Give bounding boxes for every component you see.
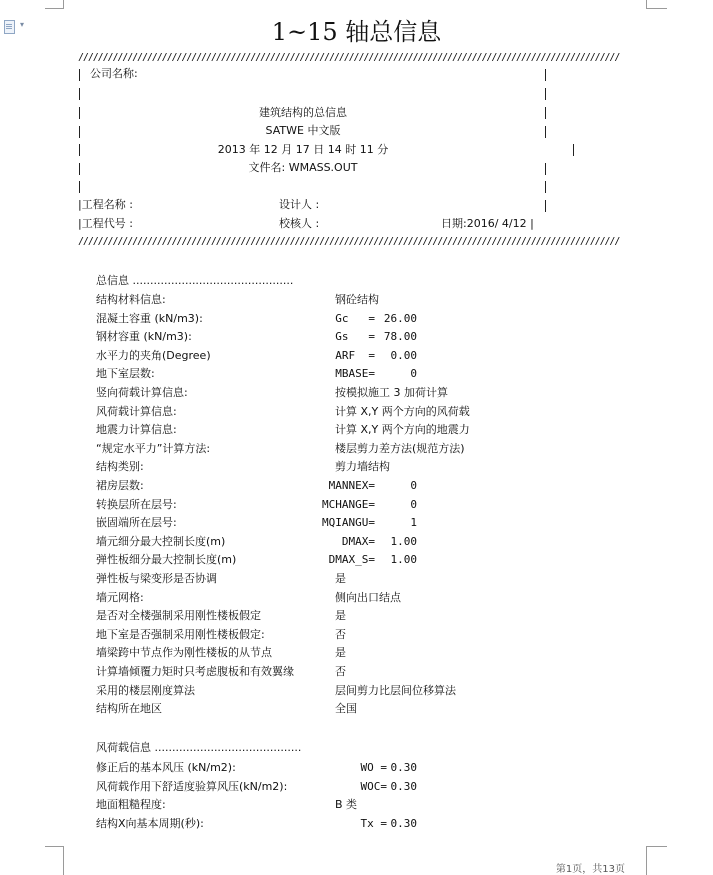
- row-label: 嵌固端所在层号:: [96, 516, 177, 530]
- row-label: 弹性板与梁变形是否协调: [96, 572, 217, 585]
- banner-bar-left: [79, 181, 80, 193]
- page-title: 1~15 轴总信息: [271, 18, 442, 46]
- designer-label: 设计人 :: [279, 198, 320, 211]
- banner-bar-right: [545, 107, 546, 119]
- banner-bar-right: [545, 181, 546, 193]
- row-value: 0.30: [390, 816, 417, 830]
- crop-mark-top-right: [646, 0, 667, 9]
- row-value: 按模拟施工 3 加荷计算: [335, 386, 448, 399]
- crop-mark-bottom-left: [45, 846, 64, 875]
- banner-bar-left: [79, 107, 80, 119]
- row-code: WOC=: [360, 779, 387, 793]
- banner-line: 文件名: WMASS.OUT: [248, 161, 358, 174]
- row-label: 钢材容重 (kN/m3):: [96, 330, 192, 344]
- row-label: 墙梁跨中节点作为刚性楼板的从节点: [96, 646, 272, 660]
- row-value: 是: [335, 609, 346, 623]
- row-label: 计算墙倾覆力矩时只考虑腹板和有效翼缘: [96, 665, 294, 678]
- row-code: WO =: [360, 761, 387, 774]
- row-label: 结构X向基本周期(秒):: [96, 816, 204, 830]
- row-label: 风荷载计算信息:: [96, 404, 177, 418]
- page-number: 第1页，共13页: [555, 864, 625, 875]
- row-label: “规定水平力”计算方法:: [96, 441, 211, 455]
- row-code: Gs =: [335, 330, 375, 344]
- project-code-label: |工程代号 :: [78, 217, 133, 230]
- row-label: 结构材料信息:: [96, 293, 166, 306]
- row-value: 剪力墙结构: [335, 460, 390, 474]
- row-label: 是否对全楼强制采用刚性楼板假定: [96, 609, 261, 623]
- section-heading-general: 总信息 ..............................................: [96, 274, 294, 287]
- banner-bar-left: [79, 69, 80, 81]
- banner-bar-right: [545, 88, 546, 100]
- banner-line: 建筑结构的总信息: [259, 106, 347, 119]
- row-code: MBASE=: [335, 367, 375, 381]
- row-label: 墙元网格:: [96, 590, 144, 604]
- row-code: DMAX=: [341, 534, 375, 548]
- row-value: 0.30: [390, 779, 417, 793]
- row-label: 地下室是否强制采用刚性楼板假定:: [96, 627, 265, 641]
- banner-bar-right: [545, 200, 546, 212]
- row-value: 0: [410, 479, 417, 492]
- row-value: 是: [335, 572, 346, 585]
- row-code: Gc =: [335, 311, 375, 325]
- row-value: 1.00: [390, 553, 417, 567]
- row-value: 26.00: [383, 311, 417, 325]
- row-value: 否: [335, 665, 346, 678]
- row-value: 计算 X,Y 两个方向的风荷载: [335, 404, 470, 418]
- row-value: B 类: [335, 798, 358, 812]
- row-value: 否: [335, 627, 346, 641]
- row-code: Tx =: [360, 816, 387, 830]
- row-label: 转换层所在层号:: [96, 497, 177, 511]
- banner-bar-right: [573, 144, 574, 156]
- banner-line: 2013 年 12 月 17 日 14 时 11 分: [217, 143, 389, 156]
- row-value: 计算 X,Y 两个方向的地震力: [335, 423, 470, 437]
- section-heading-wind: 风荷载信息 ..........................................: [96, 741, 302, 754]
- row-label: 地面粗糙程度:: [96, 798, 166, 812]
- row-label: 墙元细分最大控制长度(m): [96, 534, 226, 548]
- banner-bar-left: [79, 163, 80, 175]
- row-code: MQIANGU=: [322, 516, 375, 530]
- row-value: 0: [410, 497, 417, 511]
- row-value: 层间剪力比层间位移算法: [335, 683, 456, 697]
- slash-divider-top: //////////////////////////////////////////////////////////////////////////////////////////////////////////////: [78, 52, 620, 63]
- row-label: 修正后的基本风压 (kN/m2):: [96, 761, 236, 774]
- row-value: 0.30: [390, 761, 417, 774]
- banner-bar-right: [545, 163, 546, 175]
- row-value: 0.00: [390, 348, 417, 362]
- crop-mark-bottom-right: [646, 846, 667, 875]
- row-value: 78.00: [383, 330, 417, 344]
- row-value: 是: [335, 646, 346, 660]
- row-value: 钢砼结构: [335, 293, 379, 306]
- row-value: 全国: [335, 702, 357, 716]
- banner-bar-left: [79, 88, 80, 100]
- row-label: 竖向荷载计算信息:: [96, 386, 188, 399]
- row-label: 风荷载作用下舒适度验算风压(kN/m2):: [96, 779, 288, 793]
- row-label: 结构类别:: [96, 460, 144, 474]
- banner-bar-right: [545, 69, 546, 81]
- row-label: 采用的楼层刚度算法: [96, 683, 195, 697]
- banner-bar-right: [545, 126, 546, 138]
- banner-bar-left: [79, 144, 80, 156]
- row-code: DMAX_S=: [328, 553, 375, 567]
- row-label: 混凝土容重 (kN/m3):: [96, 311, 203, 325]
- row-value: 1.00: [390, 534, 417, 548]
- row-label: 地震力计算信息:: [96, 423, 177, 437]
- banner-line: SATWE 中文版: [265, 124, 341, 137]
- row-code: ARF =: [335, 348, 375, 362]
- banner-bar-left: [79, 126, 80, 138]
- row-label: 地下室层数:: [96, 367, 155, 381]
- date-label: 日期:2016/ 4/12 |: [441, 217, 534, 230]
- crop-mark-top-left: [45, 0, 64, 9]
- row-code: MCHANGE=: [322, 497, 375, 511]
- row-code: MANNEX=: [328, 479, 375, 492]
- project-name-label: |工程名称 :: [78, 198, 133, 211]
- company-label: 公司名称:: [90, 67, 138, 80]
- row-label: 裙房层数:: [96, 479, 144, 492]
- row-value: 0: [410, 367, 417, 381]
- slash-divider-bottom: //////////////////////////////////////////////////////////////////////////////////////////////////////////////: [78, 236, 620, 247]
- row-value: 侧向出口结点: [335, 590, 401, 604]
- row-label: 水平力的夹角(Degree): [96, 348, 211, 362]
- row-label: 弹性板细分最大控制长度(m): [96, 553, 237, 567]
- checker-label: 校核人 :: [279, 217, 320, 230]
- row-value: 1: [410, 516, 417, 530]
- chevron-down-icon[interactable]: ▾: [20, 20, 25, 29]
- row-label: 结构所在地区: [96, 702, 162, 716]
- row-value: 楼层剪力差方法(规范方法): [335, 441, 465, 455]
